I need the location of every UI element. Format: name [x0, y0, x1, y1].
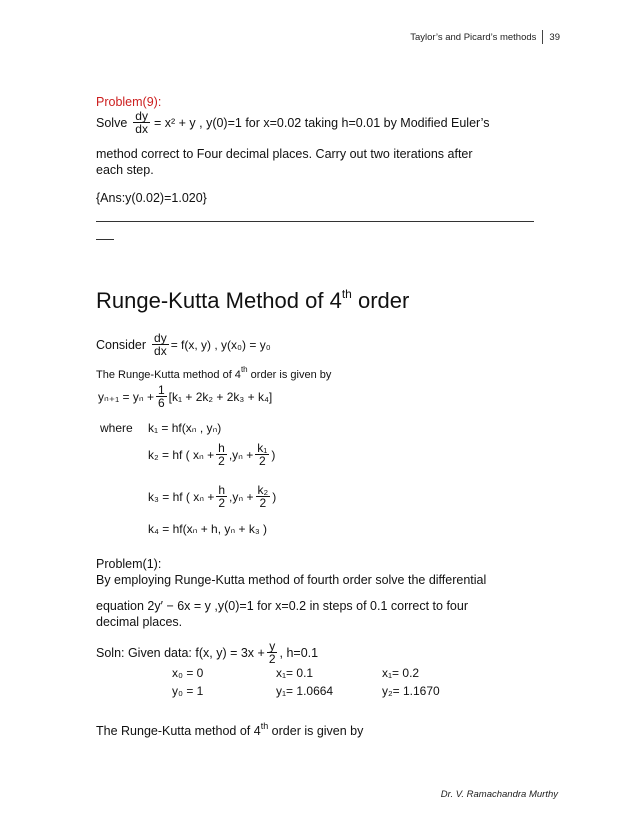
heading-tail: order	[351, 288, 410, 313]
fraction-numerator: h	[218, 483, 226, 497]
k3-part-a: k₃ = hf ( xₙ +	[148, 489, 215, 504]
running-title: Taylor’s and Picard’s methods	[410, 31, 537, 43]
intro-superscript: th	[240, 365, 248, 374]
h-over-2-fraction	[216, 484, 227, 509]
separator-tail	[96, 239, 114, 240]
closing-text: The Runge-Kutta method of 4	[96, 724, 261, 738]
fraction-denominator: 2	[258, 454, 266, 468]
rk-formula	[98, 384, 272, 409]
formula-lhs: yₙ₊₁ = yₙ +	[98, 389, 154, 404]
intro-tail: order is given by	[247, 369, 332, 381]
k3-part-c: )	[272, 489, 277, 504]
solve-word: Solve	[96, 115, 128, 130]
problem1-line2: equation 2y′ − 6x = y ,y(0)=1 for x=0.2 in steps of 0.1 correct to four	[96, 599, 468, 613]
k1-formula: k₁ = hf(xₙ , yₙ)	[148, 421, 222, 435]
where-word: where	[100, 421, 133, 435]
fraction-denominator: 2	[218, 454, 225, 468]
soln-prefix: Soln: Given data: f(x, y) = 3x +	[96, 645, 265, 660]
problem1-line3: decimal places.	[96, 615, 183, 629]
page-header	[410, 30, 560, 44]
y1-value: y₁= 1.0664	[276, 684, 334, 698]
fraction-numerator: y	[269, 639, 276, 653]
x2-value: x₁= 0.2	[382, 666, 420, 680]
k3-formula	[148, 484, 276, 509]
fraction-numerator: k₂	[257, 483, 269, 497]
problem9-line3: each step.	[96, 163, 154, 177]
x1-value: x₁= 0.1	[276, 666, 314, 680]
soln-tail: , h=0.1	[279, 645, 319, 660]
consider-fraction	[152, 332, 169, 357]
fraction-numerator: h	[218, 441, 225, 455]
dy-dx-fraction	[133, 110, 150, 135]
equation-rhs: = x² + y , y(0)=1 for x=0.02 taking h=0.01 by Modified Euler’s	[153, 115, 490, 130]
y0-value: y₀ = 1	[172, 684, 204, 698]
footer-author: Dr. V. Ramachandra Murthy	[440, 789, 558, 800]
fraction-numerator: dy	[135, 109, 148, 123]
problem1-line1: By employing Runge-Kutta method of fourth order solve the differential	[96, 573, 487, 587]
consider-rhs: = f(x, y) , y(x₀) = y₀	[170, 337, 271, 352]
section-heading	[96, 287, 409, 314]
k2-part-a: k₂ = hf ( xₙ +	[148, 447, 215, 462]
k3-part-b: ,yₙ +	[229, 489, 254, 504]
problem9-line2: method correct to Four decimal places. Carry out two iterations after	[96, 147, 473, 161]
problem9-label: Problem(9):	[96, 95, 162, 109]
problem1-label: Problem(1):	[96, 557, 162, 571]
k2-part-b: ,yₙ +	[228, 447, 254, 462]
fraction-denominator: 2	[259, 496, 267, 510]
fraction-numerator: 1	[157, 383, 165, 397]
separator-line	[96, 221, 534, 222]
formula-rhs: [k₁ + 2k₂ + 2k₃ + k₄]	[168, 389, 273, 404]
one-sixth-fraction	[156, 384, 167, 409]
method-intro	[96, 365, 331, 381]
heading-text: Runge-Kutta Method of 4	[96, 288, 342, 313]
k4-formula: k₄ = hf(xₙ + h, yₙ + k₃ )	[148, 522, 268, 536]
fraction-denominator: dx	[154, 344, 167, 358]
y-over-2-fraction	[267, 640, 278, 665]
h-over-2-fraction	[216, 442, 227, 467]
y2-value: y₂= 1.1670	[382, 684, 440, 698]
k2-formula	[148, 442, 275, 467]
consider-line	[96, 332, 271, 357]
problem9-equation	[96, 110, 489, 135]
closing-superscript: th	[260, 721, 269, 731]
fraction-numerator: dy	[154, 331, 167, 345]
consider-word: Consider	[96, 337, 147, 352]
closing-tail: order is given by	[268, 724, 364, 738]
page-number: 39	[549, 31, 560, 43]
closing-line	[96, 718, 363, 739]
k1-over-2-fraction	[255, 442, 269, 467]
k2-part-c: )	[271, 447, 276, 462]
fraction-denominator: 6	[157, 396, 165, 410]
fraction-numerator: k₁	[257, 441, 268, 455]
fraction-denominator: dx	[135, 122, 148, 136]
problem9-answer: {Ans:y(0.02)=1.020}	[96, 191, 207, 205]
header-divider	[542, 30, 543, 44]
fraction-denominator: 2	[218, 496, 226, 510]
given-data-line	[96, 640, 318, 665]
intro-text: The Runge-Kutta method of 4	[96, 369, 241, 381]
fraction-denominator: 2	[268, 652, 276, 666]
heading-superscript: th	[341, 287, 352, 301]
x0-value: x₀ = 0	[172, 666, 204, 680]
k2-over-2-fraction	[256, 484, 271, 509]
